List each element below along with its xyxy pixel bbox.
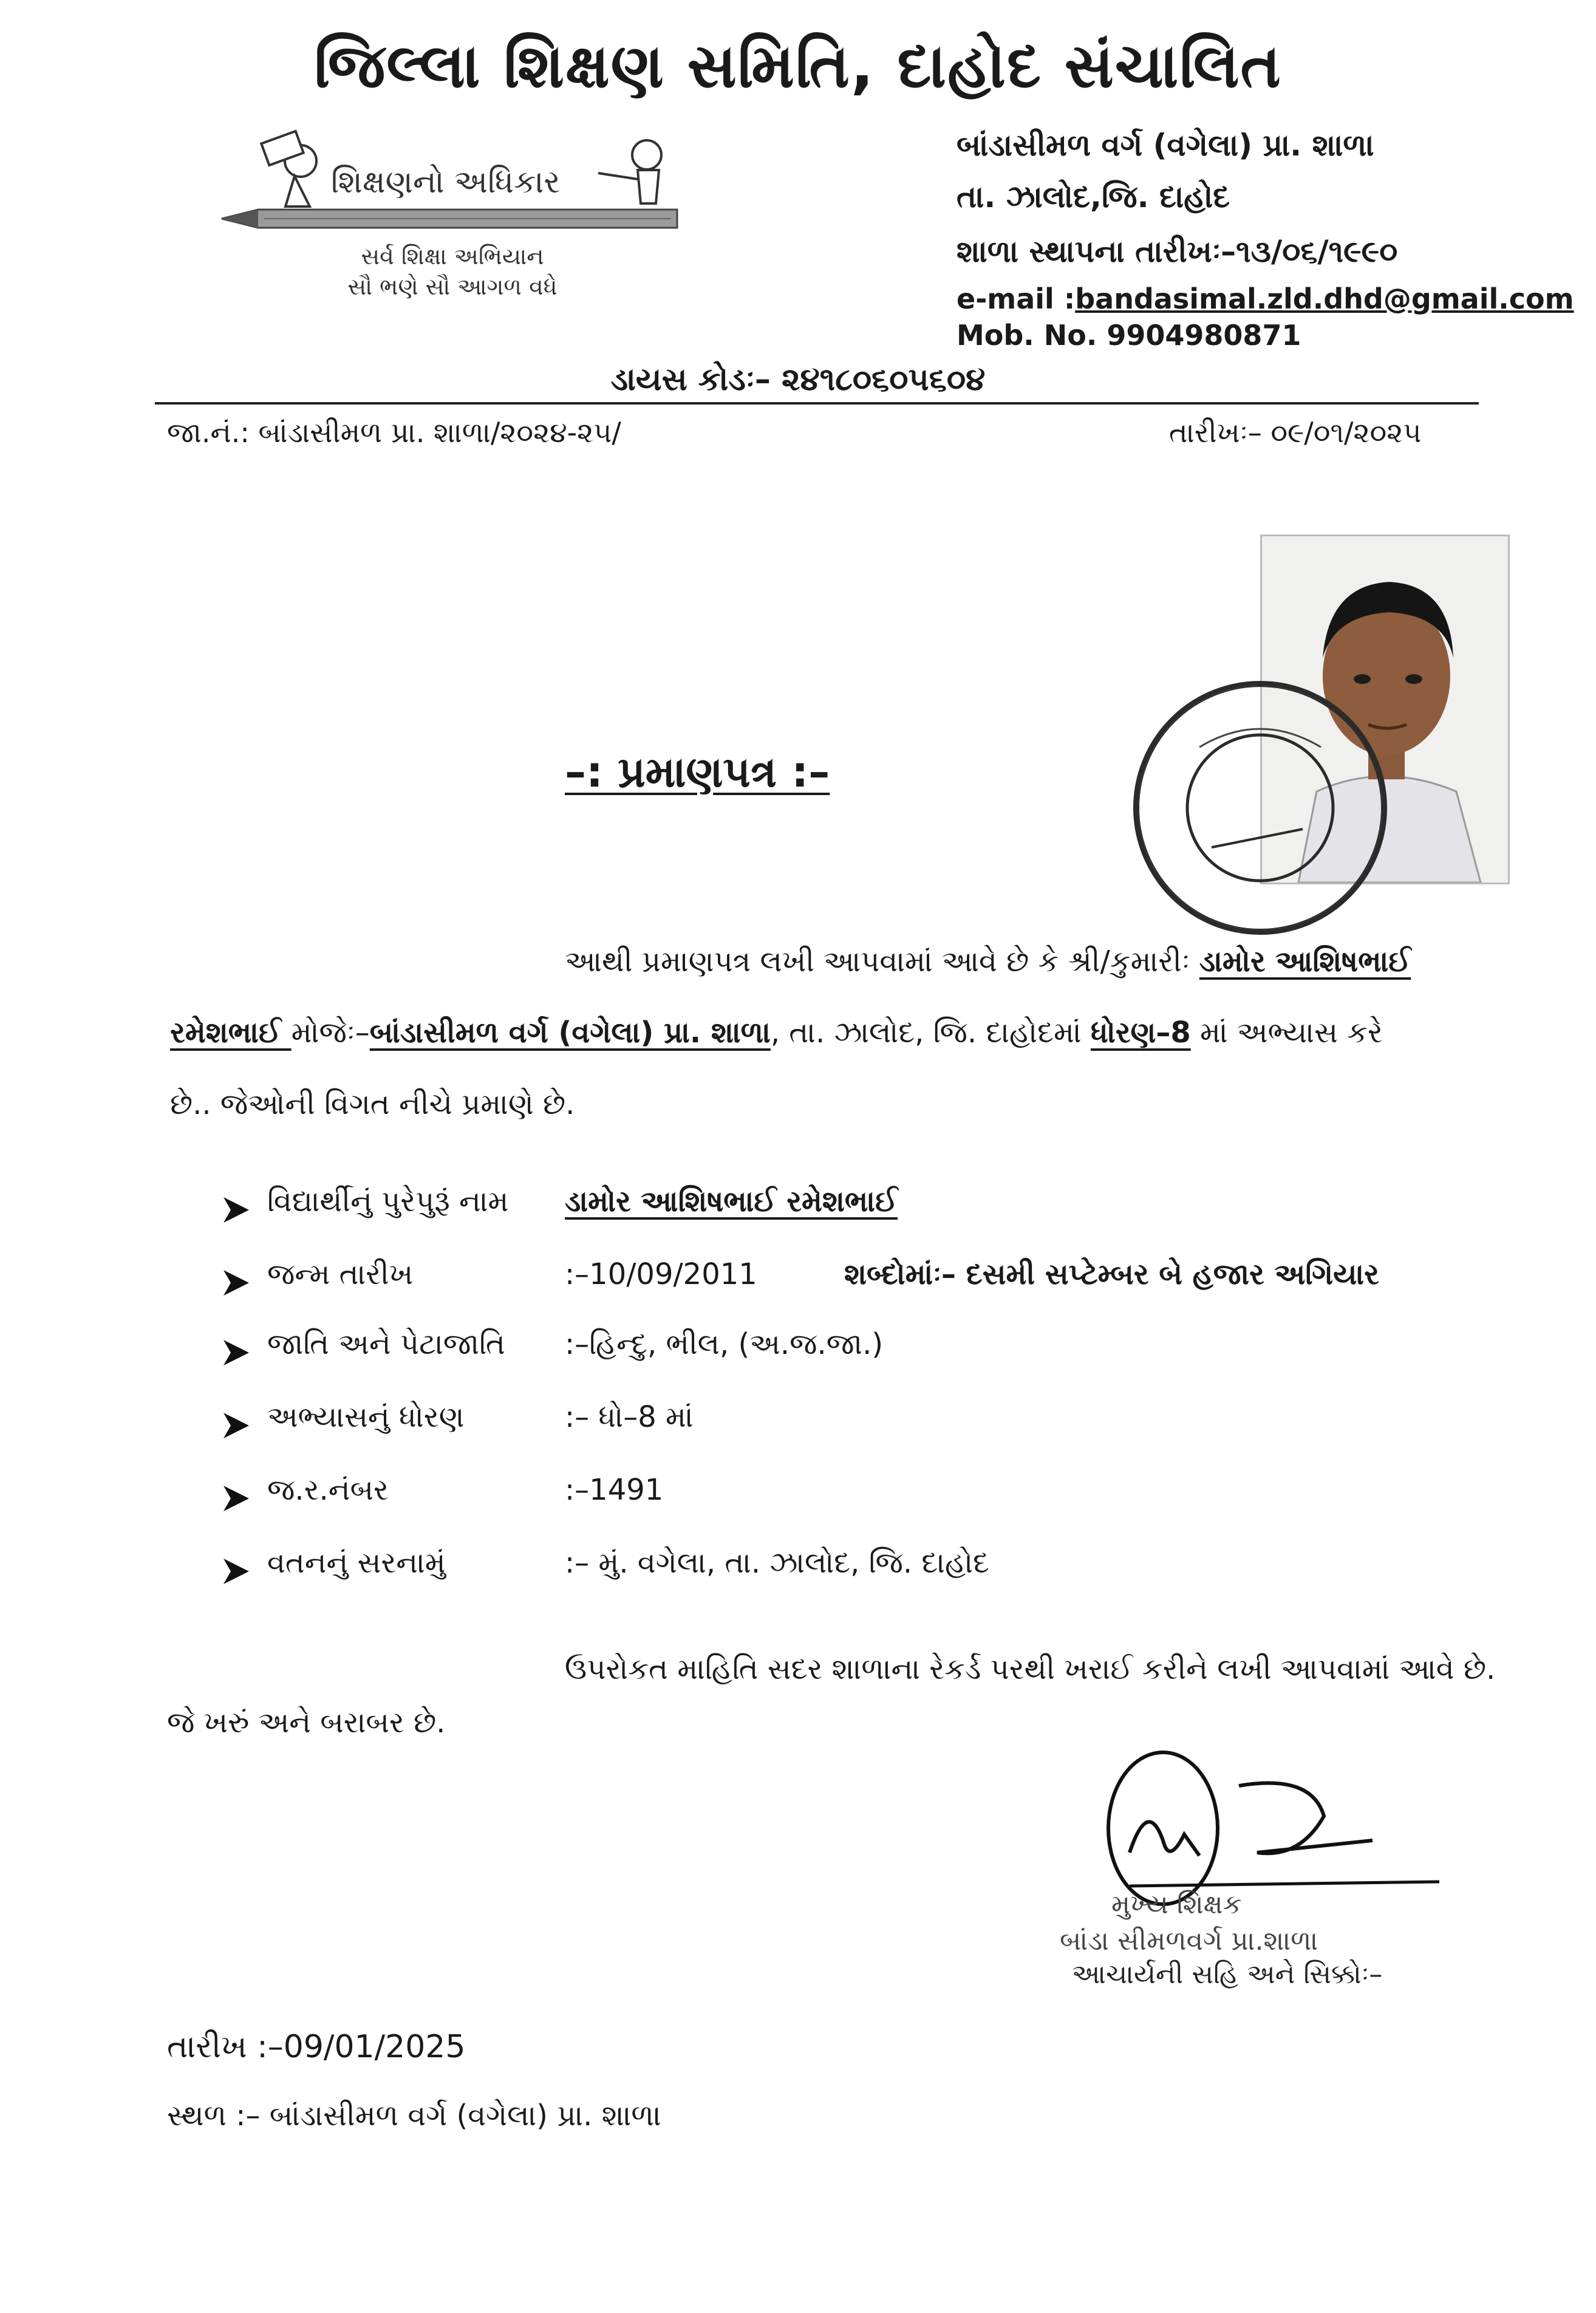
detail-label: વિદ્યાર્થીનું પુરેપુરૂં નામ (267, 1184, 509, 1218)
reference-date: તારીખઃ– ૦૯/૦૧/૨૦૨૫ (1169, 416, 1422, 449)
footer-place: સ્થળ :– બાંડાસીમળ વર્ગ (વગેલા) પ્રા. શાળા (167, 2099, 661, 2133)
detail-value: ડામોર આશિષભાઈ રમેશભાઈ (565, 1184, 898, 1218)
arrow-bullet-icon (220, 1266, 253, 1299)
student-first-name: ડામોર આશિષભાઈ (1199, 945, 1411, 979)
closing-statement-line1: ઉપરોકત માહિતિ સદર શાળાના રેકર્ડ પરથી ખરાઈ કરીને લખી આપવામાં આવે છે. (565, 1652, 1496, 1686)
handwritten-signature-icon (1057, 1749, 1451, 1907)
words-label: શબ્દોમાંઃ– (844, 1257, 957, 1291)
words-value: દસમી સપ્ટેમ્બર બે હજાર અગિયાર (966, 1257, 1380, 1291)
detail-label: વતનનું સરનામું (267, 1546, 446, 1580)
logo-tagline: સૌ ભણે સૌ આગળ વધે (347, 273, 558, 300)
certificate-paragraph-line3: છે.. જેઓની વિગત નીચે પ્રમાણે છે. (170, 1087, 575, 1121)
birth-date-words (844, 1257, 1379, 1292)
school-established-date: શાળા સ્થાપના તારીખઃ–૧૩/૦૬/૧૯૯૦ (957, 234, 1398, 269)
arrow-bullet-icon (220, 1555, 253, 1588)
logo-subtitle: સર્વ શિક્ષા અભિયાન (361, 243, 544, 270)
paragraph-text: મોજેઃ– (291, 1016, 370, 1050)
dise-code: ડાયસ કોડઃ– ૨૪૧૮૦૬૦૫૬૦૪ (610, 361, 986, 398)
arrow-bullet-icon (220, 1482, 253, 1515)
detail-label: અભ્યાસનું ધોરણ (267, 1400, 465, 1434)
sarva-shiksha-logo (210, 128, 695, 310)
reference-number: જા.નં.: બાંડાસીમળ પ્રા. શાળા/૨૦૨૪-૨૫/ (167, 416, 621, 449)
detail-value: :– મું. વગેલા, તા. ઝાલોદ, જિ. દાહોદ (565, 1546, 989, 1580)
stamp-designation: મુખ્ય શિક્ષક (1111, 1889, 1242, 1920)
school-stamp (1127, 674, 1394, 941)
detail-label: જન્મ તારીખ (267, 1257, 414, 1291)
closing-statement-line2: જે ખરું અને બરાબર છે. (167, 1706, 446, 1740)
detail-value: :–10/09/2011 (565, 1257, 757, 1291)
detail-value: :–1491 (565, 1473, 664, 1507)
footer-date: તારીખ :–09/01/2025 (167, 2029, 466, 2065)
certificate-paragraph-line1 (565, 945, 1411, 979)
round-stamp-icon (1127, 674, 1394, 941)
school-email (957, 282, 1574, 315)
school-name: બાંડાસીમળ વર્ગ (વગેલા) પ્રા. શાળા (957, 128, 1374, 163)
arrow-bullet-icon (220, 1409, 253, 1442)
standard-inline: ધોરણ–8 (1090, 1016, 1191, 1050)
detail-label: જ.ર.નંબર (267, 1473, 389, 1507)
paragraph-text: , તા. ઝાલોદ, જિ. દાહોદમાં (770, 1016, 1091, 1050)
school-name-inline: બાંડાસીમળ વર્ગ (વગેલા) પ્રા. શાળા (369, 1016, 771, 1050)
student-last-name: રમેશભાઈ (170, 1016, 292, 1050)
detail-value: :– ધો–8 માં (565, 1400, 694, 1434)
email-label: e-mail : (957, 282, 1076, 315)
arrow-bullet-icon (220, 1336, 253, 1369)
principal-signature (1057, 1749, 1451, 1907)
detail-label: જાતિ અને પેટાજાતિ (267, 1327, 505, 1361)
school-address: તા. ઝાલોદ,જિ. દાહોદ (957, 179, 1230, 214)
stamp-school: બાંડા સીમળવર્ગ પ્રા.શાળા (1060, 1925, 1318, 1956)
logo-text: શિક્ષણનો અધિકાર (331, 164, 561, 200)
paragraph-text: માં અભ્યાસ કરે (1190, 1016, 1383, 1050)
header-divider (155, 402, 1479, 405)
detail-value: :–હિન્દુ, ભીલ, (અ.જ.જા.) (565, 1327, 884, 1361)
paragraph-text: આથી પ્રમાણપત્ર લખી આપવામાં આવે છે કે શ્રી/કુમારીઃ (565, 945, 1199, 979)
email-link[interactable]: bandasimal.zld.dhd@gmail.com (1075, 282, 1574, 315)
certificate-title: –: પ્રમાણપત્ર :– (565, 747, 830, 797)
school-mobile: Mob. No. 9904980871 (957, 319, 1301, 352)
certificate-paragraph-line2 (170, 1016, 1383, 1050)
arrow-bullet-icon (220, 1194, 253, 1226)
signature-caption: આચાર્યની સહિ અને સિક્કોઃ– (1072, 1959, 1383, 1990)
organization-title: જિલ્લા શિક્ષણ સમિતિ, દાહોદ સંચાલિત (314, 30, 1282, 101)
